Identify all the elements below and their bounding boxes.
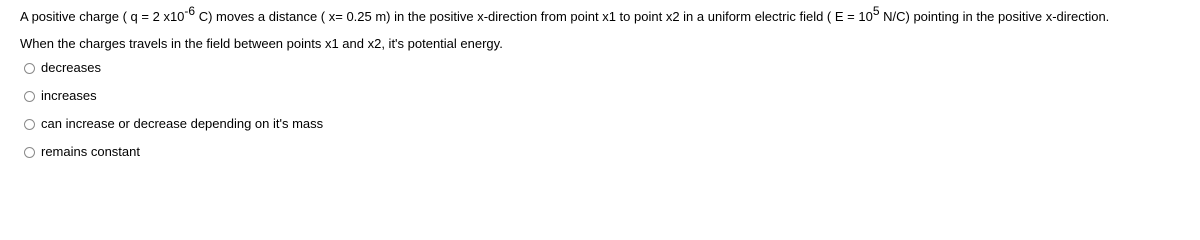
charge-exponent: -6 — [184, 3, 196, 18]
question-part-2: C) moves a distance ( x= 0.25 m) in the positive x-direction from point x1 to point x2 in a uniform electric field ( E = 10 — [195, 9, 873, 24]
radio-button[interactable] — [24, 119, 35, 130]
option-decreases[interactable] — [24, 59, 323, 77]
radio-button[interactable] — [24, 147, 35, 158]
option-remains-constant[interactable] — [24, 143, 323, 161]
option-label: remains constant — [41, 144, 140, 159]
radio-button[interactable] — [24, 91, 35, 102]
option-depends-on-mass[interactable] — [24, 115, 323, 133]
answer-options — [24, 59, 323, 171]
question-part-1: A positive charge ( q = 2 x10 — [20, 9, 185, 24]
option-label: can increase or decrease depending on it's mass — [41, 116, 324, 131]
radio-button[interactable] — [24, 63, 35, 74]
option-increases[interactable] — [24, 87, 323, 105]
option-label: decreases — [41, 60, 101, 75]
question-prompt: When the charges travels in the field between points x1 and x2, it's potential energy. — [20, 36, 503, 51]
question-text — [20, 3, 1190, 26]
question-part-3: N/C) pointing in the positive x-direction. — [879, 9, 1110, 24]
field-exponent: 5 — [872, 3, 880, 18]
option-label: increases — [41, 88, 97, 103]
